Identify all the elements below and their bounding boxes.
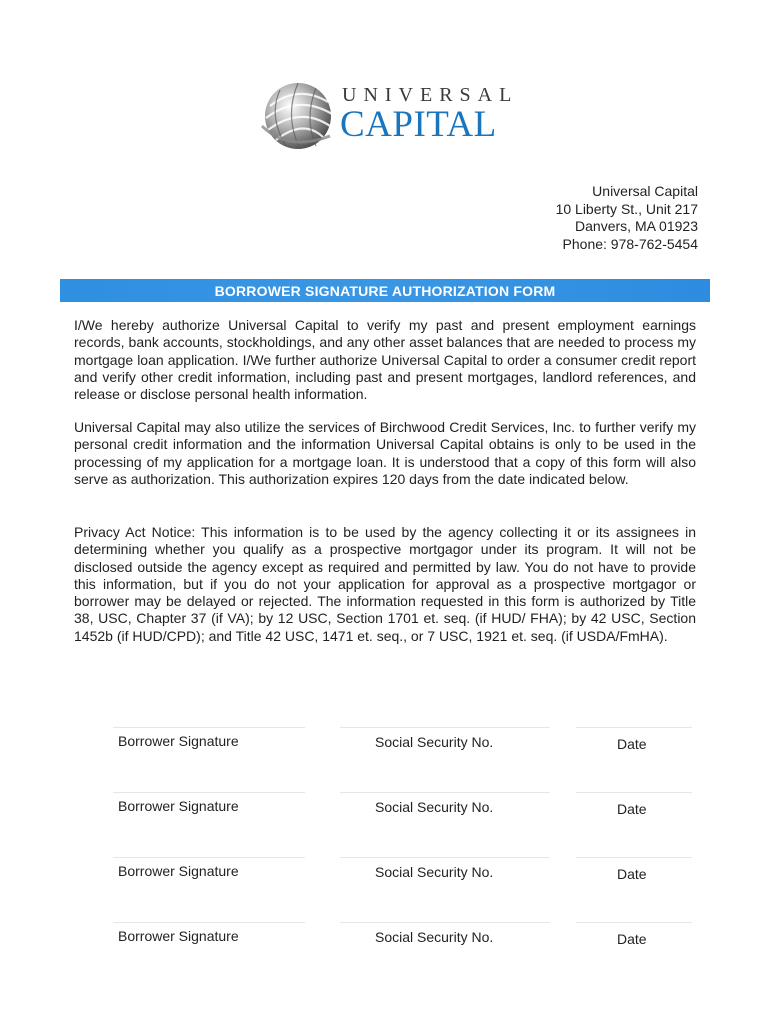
- ssn-line[interactable]: [340, 792, 550, 793]
- signature-line[interactable]: [113, 792, 305, 793]
- ssn-label: Social Security No.: [375, 929, 494, 945]
- ssn-line[interactable]: [340, 857, 550, 858]
- ssn-label: Social Security No.: [375, 734, 494, 750]
- date-label: Date: [617, 801, 647, 817]
- ssn-line[interactable]: [340, 727, 550, 728]
- company-logo: [258, 76, 518, 156]
- date-line[interactable]: [576, 792, 692, 793]
- signature-label: Borrower Signature: [118, 733, 239, 749]
- ssn-label: Social Security No.: [375, 864, 494, 880]
- form-title-banner: [60, 279, 710, 302]
- form-title: BORROWER SIGNATURE AUTHORIZATION FORM: [214, 282, 556, 299]
- company-address: [556, 183, 698, 253]
- date-label: Date: [617, 736, 647, 752]
- logo-text-capital: CAPITAL: [340, 104, 497, 145]
- credit-services-paragraph: Universal Capital may also utilize the services of Birchwood Credit Services, Inc. to further verify my personal credit information and the information Universal Capital obtains is only to be used in the processing of my application for a mortgage loan. It is understood that a copy of this form will also serve as authorization. This authorization expires 120 days from the date indicated below.: [74, 419, 696, 487]
- signature-row-1: [0, 727, 770, 757]
- globe-logo-icon: [258, 76, 338, 156]
- address-company: Universal Capital: [592, 183, 698, 199]
- signature-label: Borrower Signature: [118, 798, 239, 814]
- date-line[interactable]: [576, 857, 692, 858]
- date-line[interactable]: [576, 727, 692, 728]
- privacy-act-paragraph: Privacy Act Notice: This information is to be used by the agency collecting it or its assignees in determining whether you qualify as a prospective mortgagor under its program. It will not be disclosed outside the agency except as required and permitted by law. You do not have to provide this information, but if you do not your application for approval as a prospective mortgagor or borrower may be delayed or rejected. The information requested in this form is authorized by Title 38, USC, Chapter 37 (if VA); by 12 USC, Section 1701 et. seq. (if HUD/ FHA); by 42 USC, Section 1452b (if HUD/CPD); and Title 42 USC, 1471 et. seq., or 7 USC, 1921 et. seq. (if USDA/FmHA).: [74, 524, 696, 644]
- ssn-label: Social Security No.: [375, 799, 494, 815]
- date-line[interactable]: [576, 922, 692, 923]
- address-city: Danvers, MA 01923: [575, 218, 698, 234]
- signature-row-3: [0, 857, 770, 887]
- address-street: 10 Liberty St., Unit 217: [555, 200, 698, 217]
- signature-row-4: [0, 922, 770, 952]
- signature-row-2: [0, 792, 770, 822]
- signature-label: Borrower Signature: [118, 863, 239, 879]
- signature-label: Borrower Signature: [118, 928, 239, 944]
- logo-text-universal: UNIVERSAL: [342, 84, 519, 106]
- ssn-line[interactable]: [340, 922, 550, 923]
- address-phone: Phone: 978-762-5454: [562, 235, 698, 252]
- date-label: Date: [617, 866, 647, 882]
- signature-line[interactable]: [113, 922, 305, 923]
- signature-line[interactable]: [113, 727, 305, 728]
- signature-line[interactable]: [113, 857, 305, 858]
- authorization-paragraph: I/We hereby authorize Universal Capital to verify my past and present employment earnings records, bank accounts, stockholdings, and any other asset balances that are needed to process my mortgage loan application. I/We further authorize Universal Capital to order a consumer credit report and verify other credit information, including past and present mortgages, landlord references, and release or disclose personal health information.: [74, 317, 696, 403]
- date-label: Date: [617, 931, 647, 947]
